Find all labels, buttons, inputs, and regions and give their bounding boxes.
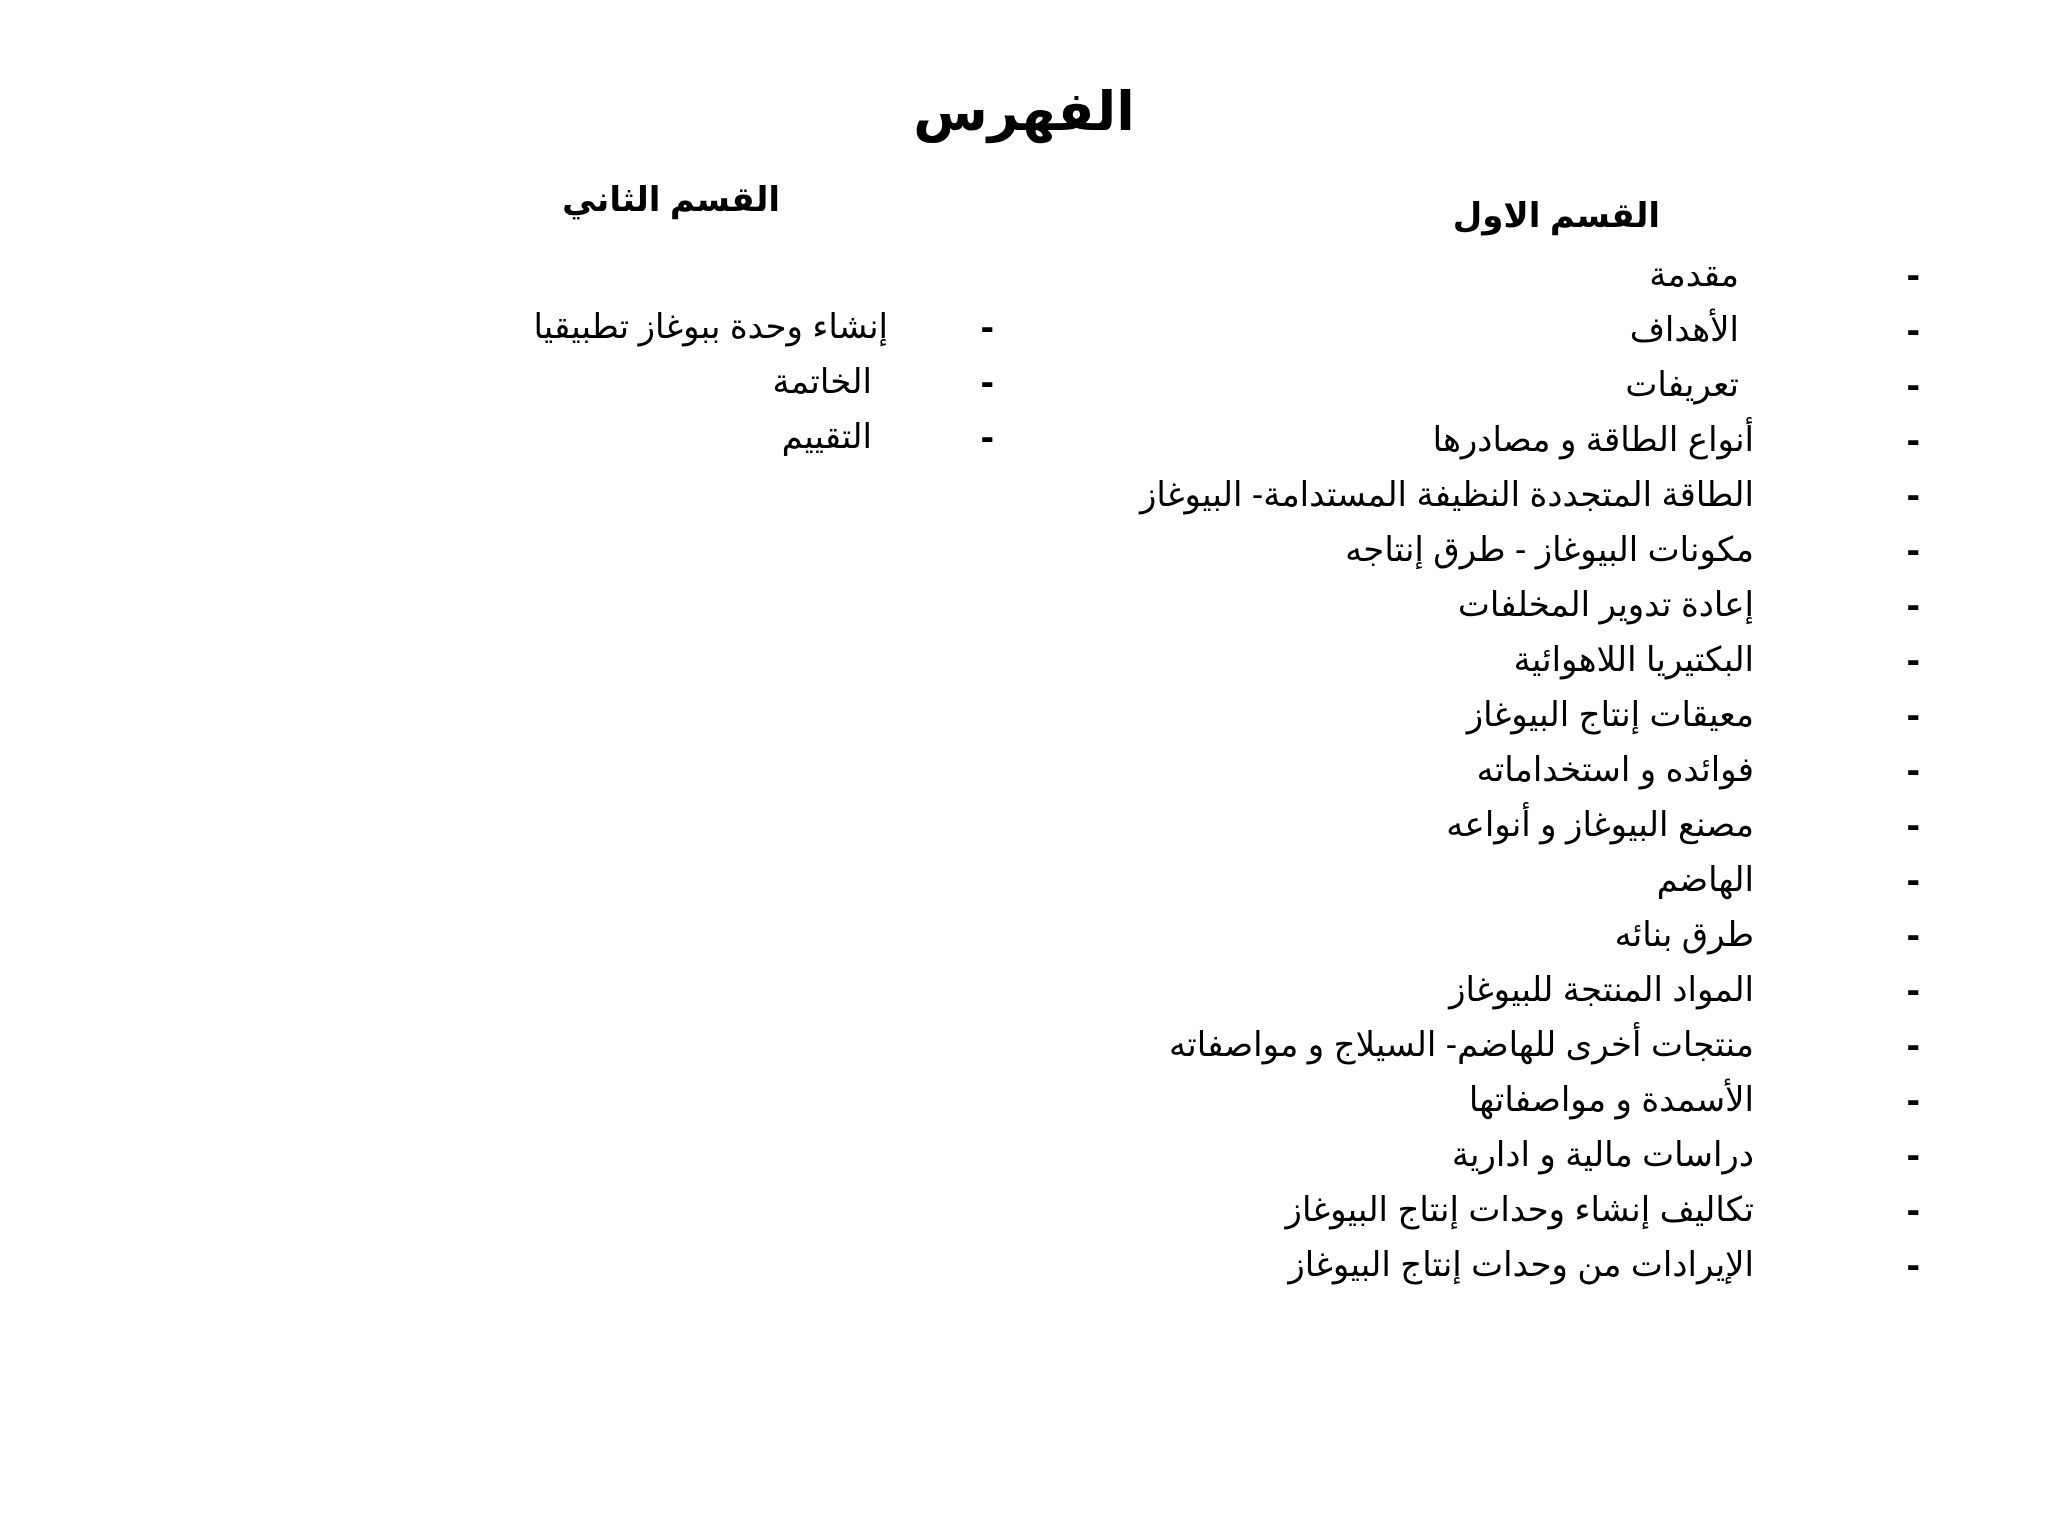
list-item: [208, 303, 1008, 358]
list-item: [834, 636, 1934, 691]
list-item: [834, 856, 1934, 911]
bullet-dash: -: [1906, 803, 1920, 847]
section-two-heading: القسم الثاني: [562, 181, 780, 219]
list-item: [834, 911, 1934, 966]
section-one-heading: القسم الاول: [1452, 197, 1660, 235]
bullet-dash: -: [980, 415, 994, 459]
list-item-text: مقدمة: [1649, 256, 1739, 294]
bullet-dash: -: [1906, 418, 1920, 462]
list-item-text: الهاضم: [1656, 861, 1754, 899]
list-item-text: التقييم: [781, 418, 872, 456]
bullet-dash: -: [1906, 363, 1920, 407]
bullet-dash: -: [1906, 528, 1920, 572]
bullet-dash: -: [1906, 858, 1920, 902]
list-item-text: البكتيريا اللاهوائية: [1513, 641, 1754, 679]
bullet-dash: -: [980, 360, 994, 404]
bullet-dash: -: [980, 305, 994, 349]
list-item: [834, 1241, 1934, 1296]
bullet-dash: -: [1906, 968, 1920, 1012]
list-item-text: طرق بنائه: [1614, 916, 1754, 954]
bullet-dash: -: [1906, 253, 1920, 297]
bullet-dash: -: [1906, 1078, 1920, 1122]
list-item: [834, 526, 1934, 581]
list-item: [834, 251, 1934, 306]
list-item: [834, 581, 1934, 636]
list-item-text: معيقات إنتاج البيوغاز: [1466, 696, 1754, 734]
list-item-text: إعادة تدوير المخلفات: [1457, 586, 1754, 624]
section-two-list: [208, 303, 1008, 468]
bullet-dash: -: [1906, 1023, 1920, 1067]
bullet-dash: -: [1906, 1188, 1920, 1232]
list-item-text: تكاليف إنشاء وحدات إنتاج البيوغاز: [1285, 1191, 1754, 1229]
list-item-text: أنواع الطاقة و مصادرها: [1432, 421, 1754, 459]
list-item-text: إنشاء وحدة ببوغاز تطبيقيا: [533, 308, 888, 346]
bullet-dash: -: [1906, 1243, 1920, 1287]
list-item-text: الأسمدة و مواصفاتها: [1468, 1081, 1754, 1119]
bullet-dash: -: [1906, 748, 1920, 792]
list-item: [834, 691, 1934, 746]
list-item: [834, 746, 1934, 801]
bullet-dash: -: [1906, 693, 1920, 737]
list-item: [834, 1021, 1934, 1076]
bullet-dash: -: [1906, 1133, 1920, 1177]
list-item-text: المواد المنتجة للبيوغاز: [1449, 971, 1754, 1009]
bullet-dash: -: [1906, 583, 1920, 627]
list-item-text: تعريفات: [1625, 366, 1739, 404]
list-item: [834, 1076, 1934, 1131]
list-item-text: الأهداف: [1629, 311, 1739, 349]
list-item: [834, 1131, 1934, 1186]
list-item: [834, 471, 1934, 526]
list-item-text: مكونات البيوغاز - طرق إنتاجه: [1345, 531, 1754, 569]
bullet-dash: -: [1906, 913, 1920, 957]
list-item: [834, 801, 1934, 856]
list-item-text: الطاقة المتجددة النظيفة المستدامة- البيوغاز: [1140, 476, 1754, 514]
list-item-text: الإيرادات من وحدات إنتاج البيوغاز: [1288, 1246, 1754, 1284]
list-item-text: فوائده و استخداماته: [1476, 751, 1754, 789]
list-item: [208, 413, 1008, 468]
bullet-dash: -: [1906, 308, 1920, 352]
list-item-text: مصنع البيوغاز و أنواعه: [1446, 806, 1754, 844]
list-item-text: دراسات مالية و ادارية: [1451, 1136, 1754, 1174]
list-item-text: الخاتمة: [772, 363, 872, 401]
bullet-dash: -: [1906, 638, 1920, 682]
list-item: [834, 1186, 1934, 1241]
list-item-text: منتجات أخرى للهاضم- السيلاج و مواصفاته: [1169, 1026, 1754, 1064]
bullet-dash: -: [1906, 473, 1920, 517]
list-item: [834, 966, 1934, 1021]
page-title: الفهرس: [913, 82, 1135, 142]
list-item: [208, 358, 1008, 413]
